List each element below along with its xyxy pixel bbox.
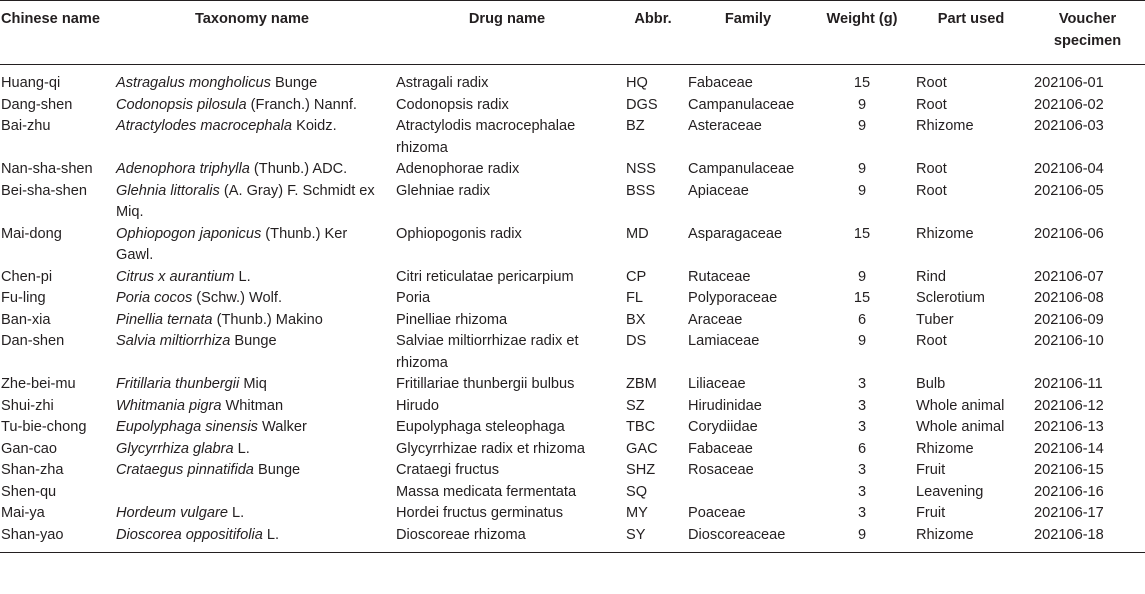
taxonomy-genus-species: Dioscorea oppositifolia	[116, 526, 263, 543]
table-row	[0, 439, 1145, 461]
cell-drug-name: Crataegi fructus	[396, 462, 500, 478]
cell-chinese-name: Shan-yao	[1, 526, 64, 543]
cell-part-used: Rhizome	[916, 526, 974, 543]
cell-weight: 3	[857, 462, 867, 478]
cell-voucher-specimen: 202106-14	[1034, 440, 1104, 457]
table-row	[0, 116, 1145, 159]
table-body	[0, 65, 1145, 553]
cell-drug-name: Atractylodis macrocephalae rhizoma	[396, 118, 576, 156]
cell-part-used: Root	[916, 75, 947, 91]
cell-taxonomy-name	[112, 224, 392, 267]
cell-drug-name: Poria	[396, 290, 431, 306]
cell-part-used: Root	[916, 96, 947, 113]
taxonomy-genus-species: Hordeum vulgare	[116, 505, 228, 521]
cell-drug-name: Hordei fructus germinatus	[396, 505, 564, 521]
cell-part-used: Rhizome	[916, 225, 974, 242]
taxonomy-genus-species: Astragalus mongholicus	[116, 75, 271, 91]
cell-voucher-specimen: 202106-02	[1034, 96, 1104, 113]
cell-weight: 3	[857, 376, 867, 392]
cell-weight: 15	[853, 75, 871, 91]
cell-abbr: MY	[626, 505, 648, 521]
cell-family: Campanulaceae	[688, 161, 795, 177]
cell-chinese-name: Dan-shen	[1, 333, 65, 349]
table-row	[0, 525, 1145, 553]
cell-voucher-specimen: 202106-15	[1034, 462, 1104, 478]
cell-taxonomy-name	[112, 181, 392, 224]
cell-voucher-specimen: 202106-16	[1034, 483, 1104, 500]
cell-family: Campanulaceae	[688, 96, 795, 113]
table-row	[0, 482, 1145, 504]
cell-chinese-name: Dang-shen	[1, 96, 73, 113]
taxonomy-genus-species: Eupolyphaga sinensis	[116, 419, 258, 435]
cell-drug-name: Ophiopogonis radix	[396, 225, 522, 242]
cell-family: Hirudinidae	[688, 397, 762, 414]
cell-voucher-specimen: 202106-11	[1034, 376, 1103, 392]
cell-voucher-specimen: 202106-07	[1034, 268, 1104, 285]
cell-weight: 6	[857, 440, 867, 457]
taxonomy-authority: L.	[234, 268, 251, 285]
cell-weight: 3	[857, 419, 867, 435]
cell-abbr: DGS	[626, 96, 658, 113]
cell-part-used: Rhizome	[916, 118, 974, 134]
cell-abbr: CP	[626, 268, 647, 285]
cell-drug-name: Pinelliae rhizoma	[396, 311, 508, 328]
table-row	[0, 417, 1145, 439]
cell-weight: 3	[857, 505, 867, 521]
cell-voucher-specimen: 202106-12	[1034, 397, 1104, 414]
cell-drug-name: Glycyrrhizae radix et rhizoma	[396, 440, 585, 457]
table-row	[0, 503, 1145, 525]
taxonomy-authority: Whitman	[221, 397, 284, 414]
cell-drug-name: Fritillariae thunbergii bulbus	[396, 376, 575, 392]
cell-drug-name: Salviae miltiorrhizae radix et rhizoma	[396, 333, 579, 371]
cell-taxonomy-name	[112, 159, 392, 181]
cell-taxonomy-name	[112, 503, 392, 525]
header-taxonomy-name: Taxonomy name	[194, 11, 310, 27]
cell-family: Apiaceae	[688, 182, 749, 199]
table-row	[0, 374, 1145, 396]
cell-chinese-name: Shen-qu	[1, 483, 57, 500]
cell-drug-name: Citri reticulatae pericarpium	[396, 268, 574, 285]
cell-family: Araceae	[688, 311, 743, 328]
cell-family	[684, 482, 812, 504]
cell-part-used: Rind	[916, 268, 947, 285]
table-row	[0, 65, 1145, 95]
cell-drug-name: Adenophorae radix	[396, 161, 520, 177]
cell-family: Rosaceae	[688, 462, 754, 478]
cell-chinese-name: Tu-bie-chong	[1, 419, 87, 435]
cell-chinese-name: Bei-sha-shen	[1, 182, 87, 199]
taxonomy-authority: Koidz.	[292, 118, 337, 134]
cell-chinese-name: Gan-cao	[1, 440, 57, 457]
cell-family: Fabaceae	[688, 75, 753, 91]
taxonomy-authority: (Thunb.) ADC.	[249, 161, 348, 177]
header-abbr: Abbr.	[634, 11, 672, 27]
cell-weight: 3	[857, 397, 867, 414]
cell-drug-name: Massa medicata fermentata	[396, 483, 577, 500]
cell-chinese-name: Bai-zhu	[1, 118, 51, 134]
cell-family: Asteraceae	[688, 118, 762, 134]
header-family: Family	[724, 11, 772, 27]
cell-family: Rutaceae	[688, 268, 751, 285]
taxonomy-authority: (Franch.) Nannf.	[246, 96, 357, 113]
taxonomy-genus-species: Adenophora triphylla	[116, 161, 250, 177]
taxonomy-genus-species: Atractylodes macrocephala	[116, 118, 293, 134]
cell-family: Poaceae	[688, 505, 746, 521]
table-row	[0, 224, 1145, 267]
cell-weight: 9	[857, 96, 867, 113]
table-row	[0, 331, 1145, 374]
cell-voucher-specimen: 202106-09	[1034, 311, 1104, 328]
cell-part-used: Root	[916, 182, 947, 199]
cell-chinese-name: Zhe-bei-mu	[1, 376, 76, 392]
cell-taxonomy-name	[112, 482, 392, 504]
table-row	[0, 396, 1145, 418]
cell-weight: 6	[857, 311, 867, 328]
cell-taxonomy-name	[112, 439, 392, 461]
cell-drug-name: Codonopsis radix	[396, 96, 509, 113]
taxonomy-genus-species: Glehnia littoralis	[116, 182, 220, 199]
cell-abbr: BZ	[626, 118, 645, 134]
cell-abbr: SZ	[626, 397, 645, 414]
cell-drug-name: Astragali radix	[396, 75, 489, 91]
cell-voucher-specimen: 202106-18	[1034, 526, 1104, 543]
cell-taxonomy-name	[112, 65, 392, 95]
cell-part-used: Bulb	[916, 376, 946, 392]
cell-taxonomy-name	[112, 116, 392, 159]
taxonomy-genus-species: Ophiopogon japonicus	[116, 225, 262, 242]
cell-abbr: SQ	[626, 483, 648, 500]
cell-chinese-name: Mai-dong	[1, 225, 62, 242]
cell-part-used: Root	[916, 161, 947, 177]
cell-chinese-name: Nan-sha-shen	[1, 161, 93, 177]
taxonomy-authority: (A. Gray) F. Schmidt ex Miq.	[116, 182, 375, 220]
taxonomy-authority: Bunge	[253, 462, 301, 478]
cell-abbr: NSS	[626, 161, 657, 177]
cell-voucher-specimen: 202106-01	[1034, 75, 1104, 91]
taxonomy-genus-species: Fritillaria thunbergii	[116, 376, 240, 392]
header-voucher-specimen: Voucher specimen	[1053, 11, 1122, 49]
taxonomy-authority: (Schw.) Wolf.	[192, 290, 282, 306]
cell-abbr: BSS	[626, 182, 656, 199]
cell-family: Liliaceae	[688, 376, 746, 392]
cell-weight: 3	[857, 483, 867, 500]
taxonomy-authority: Bunge	[230, 333, 277, 349]
cell-abbr: ZBM	[626, 376, 657, 392]
taxonomy-genus-species: Whitmania pigra	[116, 397, 222, 414]
header-chinese-name: Chinese name	[1, 11, 100, 27]
cell-taxonomy-name	[112, 525, 392, 553]
cell-family: Lamiaceae	[688, 333, 760, 349]
header-drug-name: Drug name	[468, 11, 546, 27]
table-row	[0, 181, 1145, 224]
cell-chinese-name: Chen-pi	[1, 268, 53, 285]
cell-abbr: MD	[626, 225, 649, 242]
cell-family: Dioscoreaceae	[688, 526, 786, 543]
taxonomy-authority: (Thunb.) Makino	[212, 311, 323, 328]
taxonomy-genus-species: Salvia miltiorrhiza	[116, 333, 231, 349]
cell-chinese-name: Fu-ling	[1, 290, 46, 306]
cell-chinese-name: Shan-zha	[1, 462, 64, 478]
cell-taxonomy-name	[112, 288, 392, 310]
cell-weight: 9	[857, 526, 867, 543]
taxonomy-authority: (Thunb.) Ker Gawl.	[116, 225, 348, 263]
cell-voucher-specimen: 202106-05	[1034, 182, 1104, 199]
table-row	[0, 288, 1145, 310]
taxonomy-genus-species: Crataegus pinnatifida	[116, 462, 254, 478]
taxonomy-authority: Miq	[239, 376, 267, 392]
cell-part-used: Tuber	[916, 311, 954, 328]
taxonomy-genus-species: Citrus x aurantium	[116, 268, 235, 285]
header-part-used: Part used	[937, 11, 1005, 27]
cell-family: Fabaceae	[688, 440, 753, 457]
cell-voucher-specimen: 202106-13	[1034, 419, 1104, 435]
cell-chinese-name: Mai-ya	[1, 505, 45, 521]
cell-weight: 9	[857, 182, 867, 199]
taxonomy-authority: Bunge	[270, 75, 318, 91]
cell-voucher-specimen: 202106-04	[1034, 161, 1104, 177]
cell-taxonomy-name	[112, 95, 392, 117]
cell-abbr: FL	[626, 290, 644, 306]
cell-family: Asparagaceae	[688, 225, 783, 242]
cell-abbr: TBC	[626, 419, 656, 435]
taxonomy-authority: L.	[227, 505, 245, 521]
header-row	[0, 1, 1145, 65]
cell-taxonomy-name	[112, 417, 392, 439]
cell-drug-name: Hirudo	[396, 397, 439, 414]
cell-part-used: Rhizome	[916, 440, 974, 457]
cell-taxonomy-name	[112, 267, 392, 289]
taxonomy-authority: L.	[233, 440, 250, 457]
cell-chinese-name: Shui-zhi	[1, 397, 54, 414]
cell-family: Corydiidae	[688, 419, 758, 435]
table-row	[0, 267, 1145, 289]
cell-abbr: BX	[626, 311, 646, 328]
cell-abbr: GAC	[626, 440, 658, 457]
cell-abbr: DS	[626, 333, 647, 349]
cell-weight: 9	[857, 268, 867, 285]
table-row	[0, 460, 1145, 482]
cell-part-used: Fruit	[916, 462, 946, 478]
cell-voucher-specimen: 202106-17	[1034, 505, 1104, 521]
cell-weight: 9	[857, 333, 867, 349]
taxonomy-genus-species: Poria cocos	[116, 290, 193, 306]
table-row	[0, 310, 1145, 332]
cell-abbr: SY	[626, 526, 646, 543]
cell-voucher-specimen: 202106-08	[1034, 290, 1104, 306]
taxonomy-genus-species: Codonopsis pilosula	[116, 96, 247, 113]
cell-chinese-name: Ban-xia	[1, 311, 51, 328]
cell-voucher-specimen: 202106-10	[1034, 333, 1104, 349]
cell-weight: 9	[857, 161, 867, 177]
table-header	[0, 1, 1145, 65]
header-weight: Weight (g)	[826, 11, 898, 27]
taxonomy-genus-species: Pinellia ternata	[116, 311, 213, 328]
taxonomy-authority: L.	[262, 526, 280, 543]
cell-part-used: Fruit	[916, 505, 946, 521]
cell-chinese-name: Huang-qi	[1, 75, 61, 91]
cell-voucher-specimen: 202106-06	[1034, 225, 1104, 242]
cell-family: Polyporaceae	[688, 290, 778, 306]
cell-weight: 9	[857, 118, 867, 134]
cell-weight: 15	[853, 290, 871, 306]
cell-abbr: SHZ	[626, 462, 656, 478]
cell-drug-name: Glehniae radix	[396, 182, 491, 199]
cell-drug-name: Eupolyphaga steleophaga	[396, 419, 565, 435]
taxonomy-authority: Walker	[257, 419, 307, 435]
table-row	[0, 95, 1145, 117]
cell-taxonomy-name	[112, 460, 392, 482]
cell-part-used: Whole animal	[916, 397, 1005, 414]
cell-part-used: Root	[916, 333, 947, 349]
cell-taxonomy-name	[112, 331, 392, 374]
cell-part-used: Leavening	[916, 483, 984, 500]
taxonomy-genus-species: Glycyrrhiza glabra	[116, 440, 234, 457]
cell-taxonomy-name	[112, 310, 392, 332]
table-row	[0, 159, 1145, 181]
cell-part-used: Sclerotium	[916, 290, 985, 306]
cell-abbr: HQ	[626, 75, 648, 91]
cell-weight: 15	[853, 225, 871, 242]
cell-part-used: Whole animal	[916, 419, 1005, 435]
cell-voucher-specimen: 202106-03	[1034, 118, 1104, 134]
cell-drug-name: Dioscoreae rhizoma	[396, 526, 526, 543]
cell-taxonomy-name	[112, 374, 392, 396]
cell-taxonomy-name	[112, 396, 392, 418]
